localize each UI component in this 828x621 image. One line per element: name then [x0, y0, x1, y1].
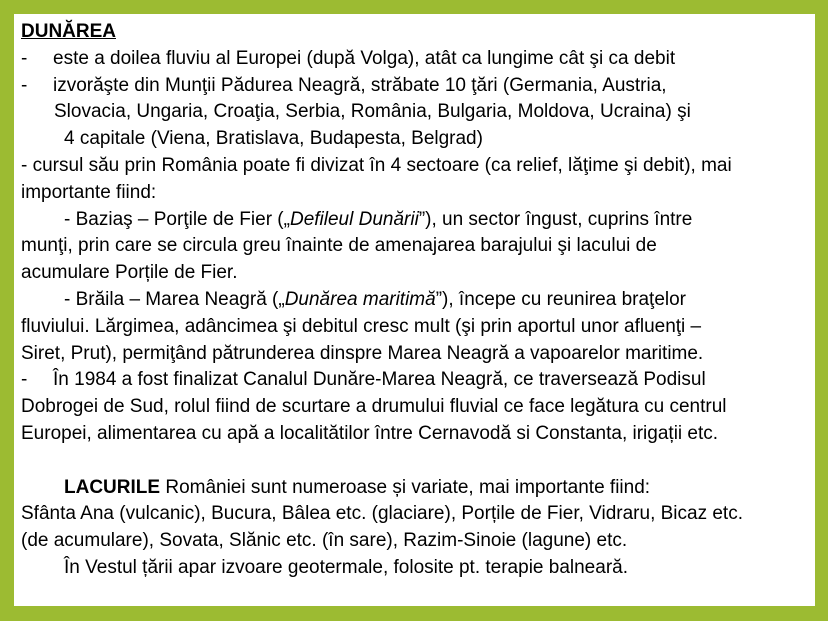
lakes-line-2: Sfânta Ana (vulcanic), Bucura, Bâlea etc. (glaciare), Porțile de Fier, Vidraru, Bicaz etc.: [21, 503, 743, 525]
sector-1-line-3: acumulare Porțile de Fier.: [21, 262, 238, 284]
sector-2-line-2: fluviului. Lărgimea, adâncimea şi debitul cresc mult (şi prin aportul unor afluenţi –: [21, 315, 702, 337]
bullet-text: este a doilea fluviu al Europei (după Volga), atât ca lungime cât şi ca debit: [53, 47, 676, 69]
bullet-text: izvorăşte din Munţii Pădurea Neagră, străbate 10 ţări (Germania, Austria,: [53, 74, 667, 96]
sector-2-pre: - Brăila – Marea Neagră („: [64, 288, 285, 310]
sector-1-line-1: [21, 207, 809, 234]
lakes-title: LACURILE: [64, 476, 161, 498]
sector-2-line-1: [21, 287, 809, 314]
spacer: [21, 448, 809, 475]
course-line-2: importante fiind:: [21, 181, 157, 203]
canal-line-3: Europei, alimentarea cu apă a localitătilor între Cernavodă si Constanta, irigații etc.: [21, 422, 719, 444]
lakes-line-1: [21, 475, 809, 502]
slide-content: [14, 14, 815, 606]
sector-2-line-3: Siret, Prut), permiţând pătrunderea dinspre Marea Neagră a vapoarelor maritime.: [21, 342, 704, 364]
danube-bullet-1: [21, 46, 809, 73]
lakes-line-4: În Vestul țării apar izvoare geotermale, folosite pt. terapie balneară.: [64, 556, 628, 578]
sector-2-name: Dunărea maritimă: [284, 288, 436, 310]
canal-text: În 1984 a fost finalizat Canalul Dunăre-Marea Neagră, ce traversează Podisul: [53, 369, 706, 391]
lakes-title-rest: României sunt numeroase și variate, mai importante fiind:: [160, 476, 651, 498]
bullet-dash: -: [21, 74, 28, 96]
canal-line-1: [21, 367, 809, 394]
course-line-1: - cursul său prin România poate fi divizat în 4 sectoare (ca relief, lăţime şi debit), mai: [21, 154, 732, 176]
bullet-dash: -: [21, 369, 28, 391]
lakes-line-3: (de acumulare), Sovata, Slănic etc. (în sare), Razim-Sinoie (lagune) etc.: [21, 530, 628, 552]
sector-1-name: Defileul Dunării: [289, 208, 419, 230]
danube-bullet-2-line-3: 4 capitale (Viena, Bratislava, Budapesta, Belgrad): [64, 128, 483, 150]
danube-title: DUNĂREA: [21, 21, 116, 42]
canal-line-2: Dobrogei de Sud, rolul fiind de scurtare a drumului fluvial ce face legătura cu centrul: [21, 396, 727, 418]
danube-bullet-2-line-1: [21, 73, 809, 100]
sector-1-pre: - Baziaş – Porţile de Fier („: [64, 208, 290, 230]
danube-title-line: [21, 19, 809, 46]
danube-bullet-2-line-2: Slovacia, Ungaria, Croaţia, Serbia, România, Bulgaria, Moldova, Ucraina) şi: [54, 101, 691, 123]
sector-1-line-2: munţi, prin care se circula greu înainte de amenajarea barajului şi lacului de: [21, 235, 657, 257]
sector-1-post: ”), un sector îngust, cuprins între: [418, 208, 693, 230]
bullet-dash: -: [21, 47, 28, 69]
sector-2-post: ”), începe cu reunirea braţelor: [435, 288, 686, 310]
